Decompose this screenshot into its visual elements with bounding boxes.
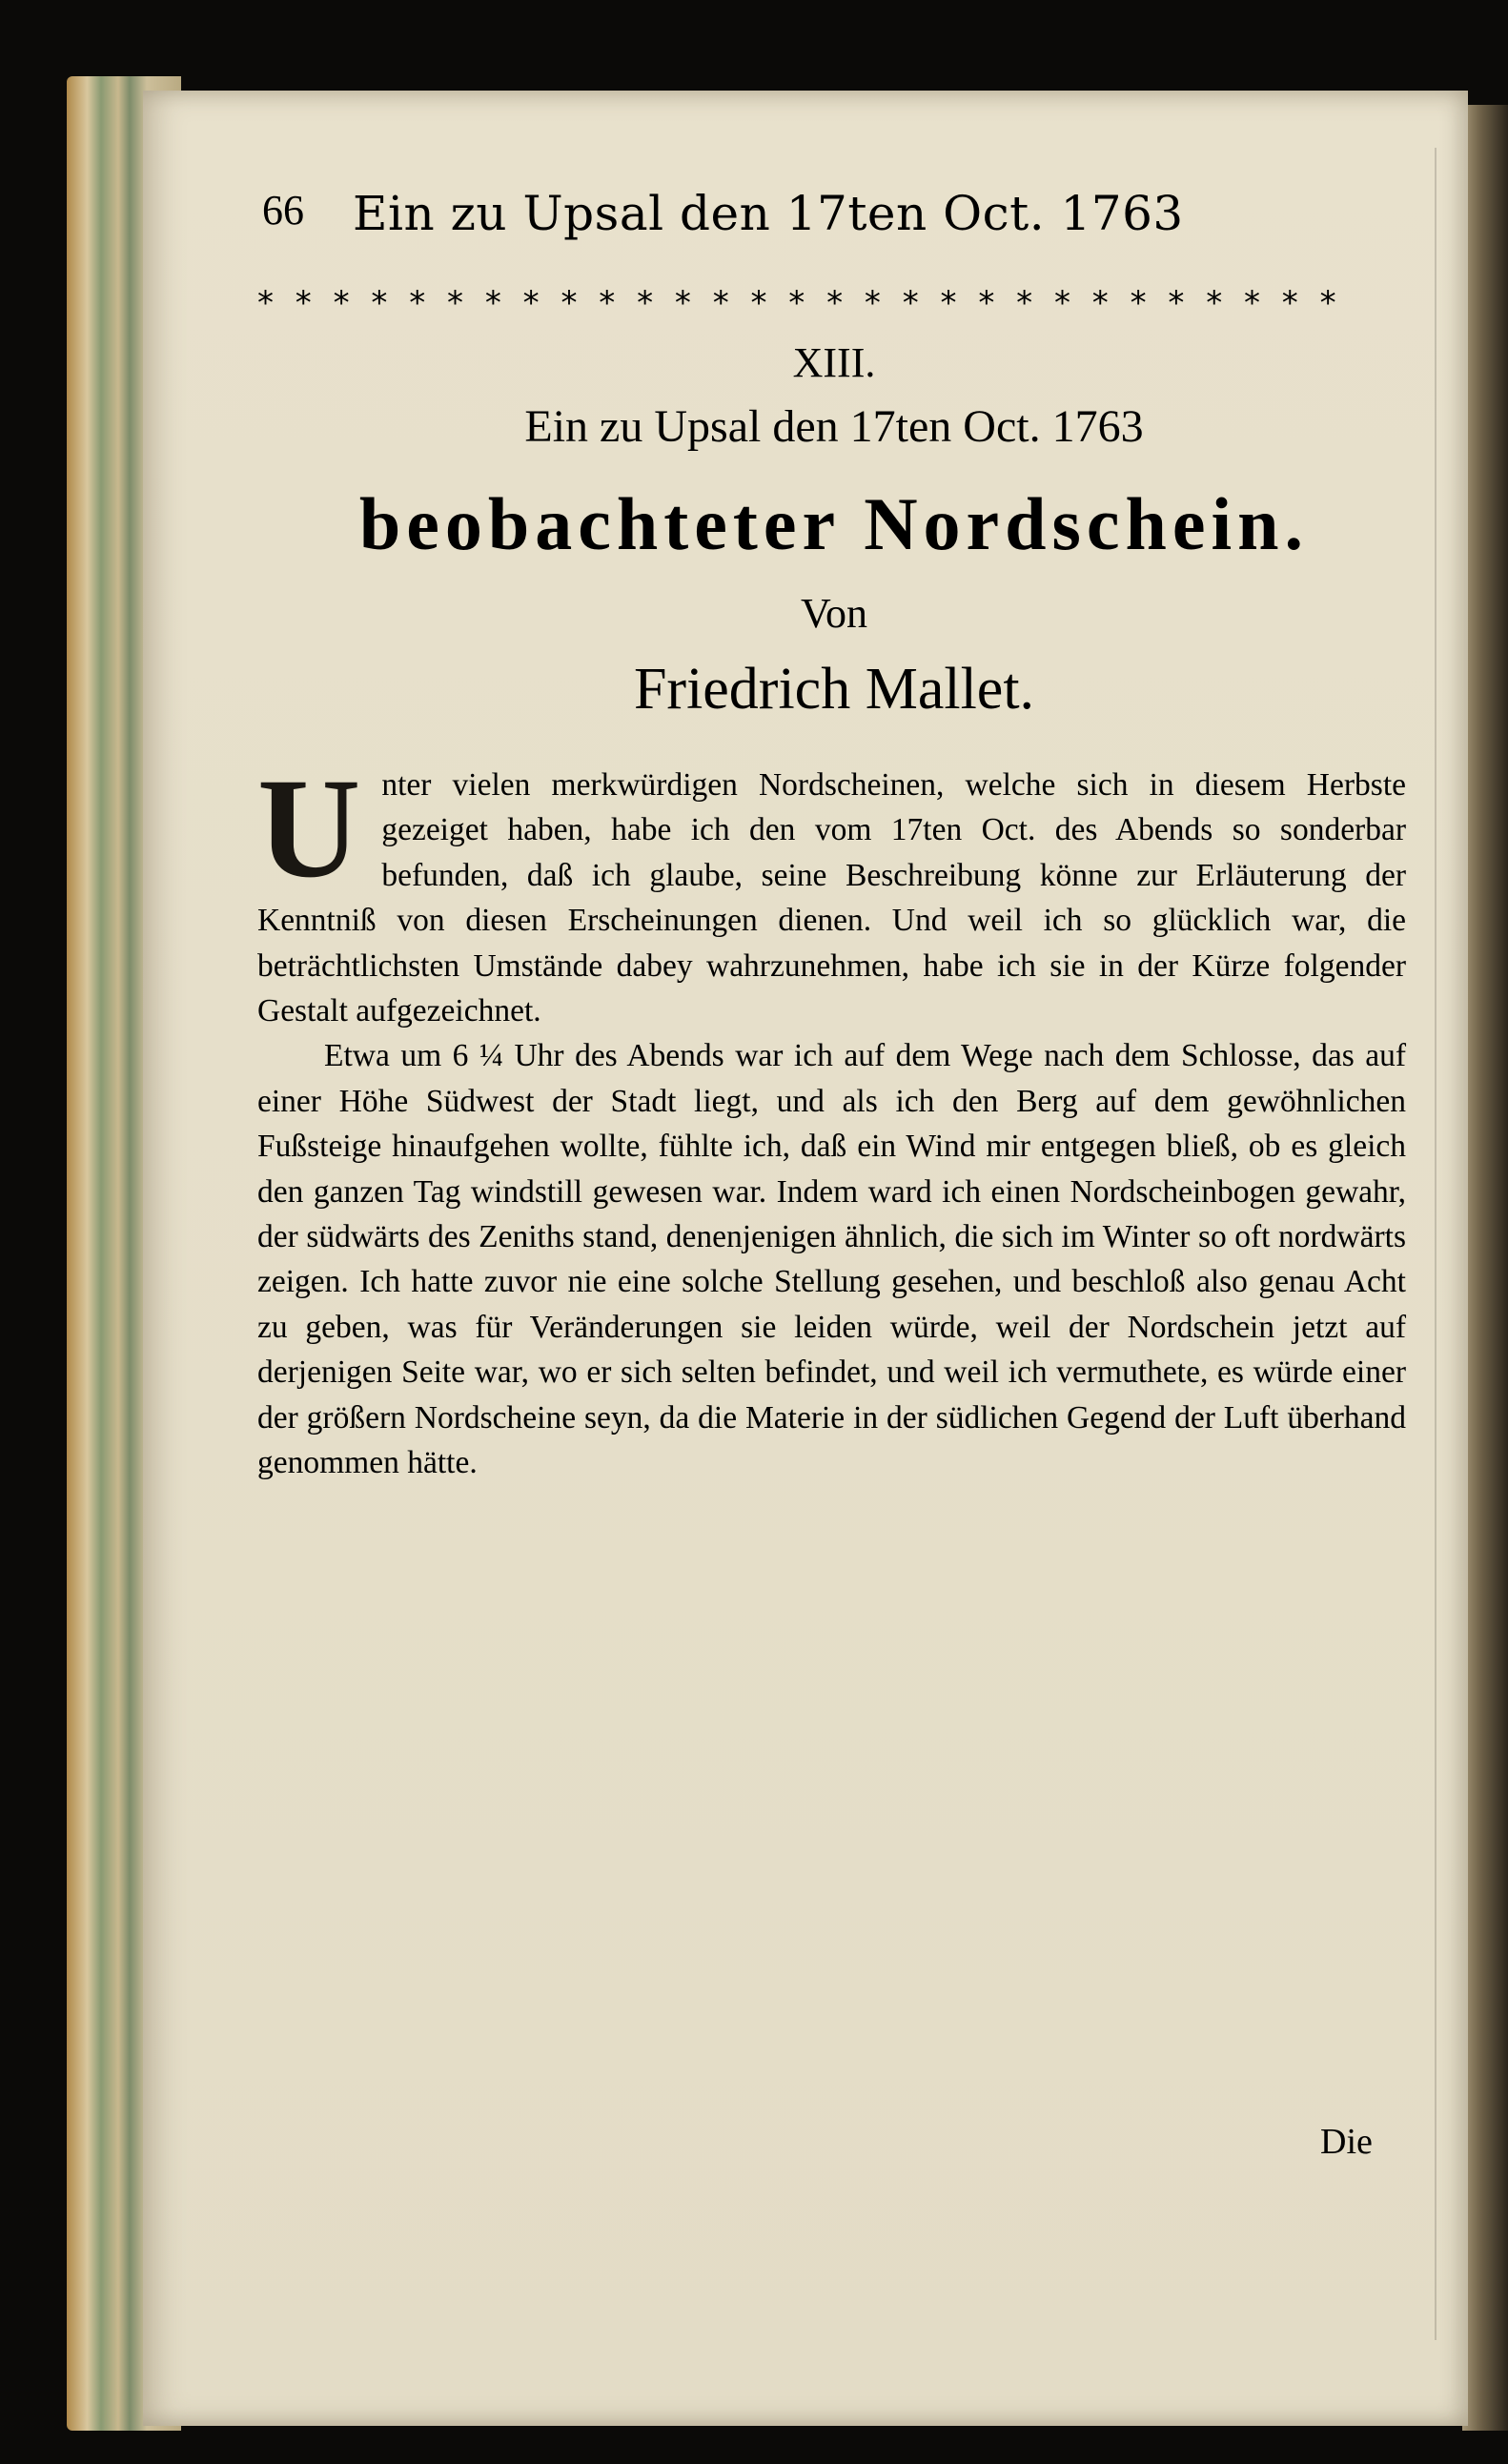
chapter-title: beobachteter Nordschein.	[358, 482, 1310, 565]
star-separator: * * * * * * * * * * * * * * * * * * * * * * * * * * * * *	[257, 284, 1342, 322]
body-text	[257, 749, 1406, 1486]
chapter-subtitle: Ein zu Upsal den 17ten Oct. 1763	[524, 401, 1144, 452]
by-line: Von	[800, 590, 868, 637]
author-name: Friedrich Mallet.	[633, 657, 1035, 722]
chapter-number: XIII.	[792, 339, 876, 386]
running-head	[262, 186, 1311, 262]
margin-line	[1435, 148, 1437, 2340]
running-title: Ein zu Upsal den 17ten Oct. 1763	[353, 186, 1184, 241]
paragraph-1-text: nter vielen merkwürdigen Nordscheinen, welche sich in diesem Herbste gezeiget haben, habe ich den vom 17ten Oct. des Abends so sonderbar befunden, daß ich glaube, seine Beschreibung könne zur Erläuterung der Kenntniß von diesen Erscheinungen dienen. Und weil ich so glücklich war, die beträchtlichsten Umstände dabey wahrzunehmen, habe ich sie in der Kürze folgender Gestalt aufgezeichnet.	[257, 767, 1406, 1029]
paragraph-first	[257, 749, 1406, 1033]
page-number: 66	[262, 187, 304, 234]
catchword: Die	[1320, 2122, 1373, 2162]
drop-cap: U	[257, 749, 361, 907]
paragraph-second: Etwa um 6 ¼ Uhr des Abends war ich auf dem Wege nach dem Schlosse, das auf einer Höhe Südwest der Stadt liegt, und als ich den Berg auf dem gewöhnlichen Fußsteige hinaufgehen wollte, fühlte ich, daß ein Wind mir entgegen bließ, ob es gleich den ganzen Tag windstill gewesen war. Indem ward ich einen Nordscheinbogen gewahr, der südwärts des Zeniths stand, denenjenigen ähnlich, die sich im Winter so oft nordwärts zeigen. Ich hatte zuvor nie eine solche Stellung gesehen, und beschloß also genau Acht zu geben, was für Veränderungen sie leiden würde, weil der Nordschein jetzt auf derjenigen Seite war, wo er sich selten befindet, und weil ich vermuthete, es würde einer der größern Nordscheine seyn, da die Materie in der südlichen Gegend der Luft überhand genommen hätte.	[257, 1038, 1406, 1481]
book-right-edge	[1462, 105, 1508, 2431]
